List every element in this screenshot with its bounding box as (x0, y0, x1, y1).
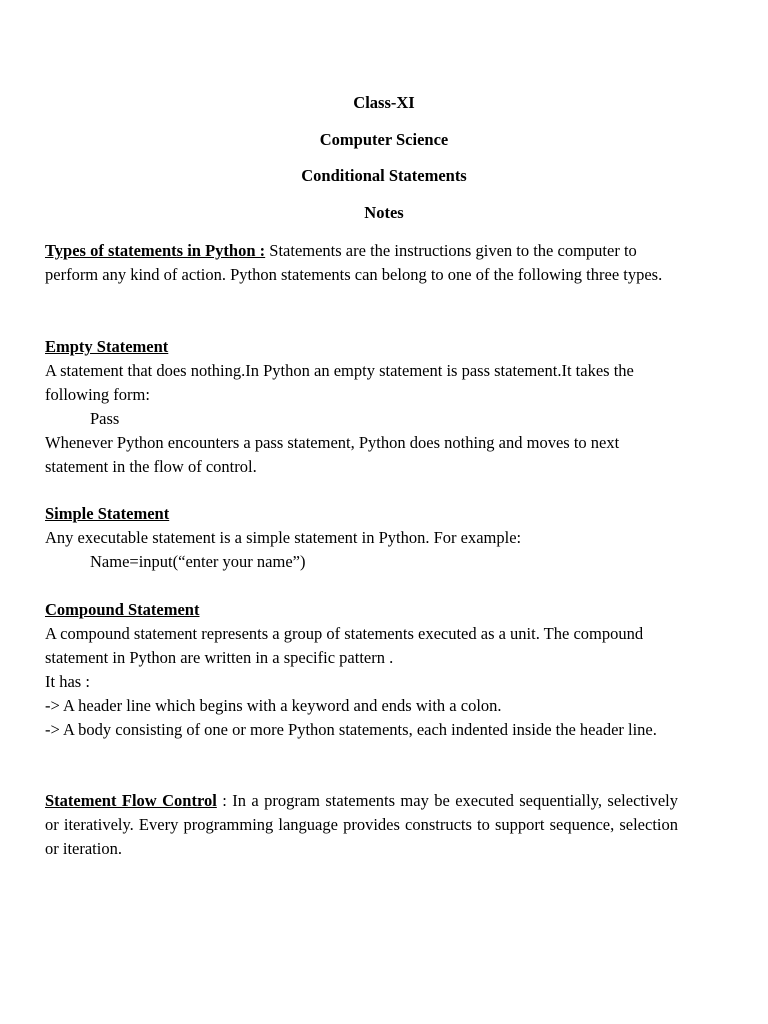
empty-example: Pass (90, 409, 120, 428)
simple-section (45, 502, 678, 574)
types-section (45, 239, 678, 287)
types-paragraph (45, 239, 678, 287)
subject-heading: Computer Science (319, 129, 449, 149)
types-title: Types of statements in Python : (45, 241, 266, 260)
flow-title: Statement Flow Control (45, 791, 217, 810)
compound-item-header: -> A header line which begins with a keyword and ends with a colon. (45, 696, 502, 715)
empty-description: A statement that does nothing.In Python an empty statement is pass statement.It takes the following form: (45, 361, 634, 404)
topic-heading: Conditional Statements (301, 166, 467, 186)
compound-section (45, 598, 678, 742)
empty-title: Empty Statement (45, 337, 169, 356)
simple-example: Name=input(“enter your name”) (90, 552, 306, 571)
compound-title: Compound Statement (45, 600, 200, 619)
flow-section (45, 789, 678, 861)
compound-item-body: -> A body consisting of one or more Python statements, each indented inside the header line. (45, 720, 657, 739)
simple-title: Simple Statement (45, 504, 170, 523)
empty-explanation: Whenever Python encounters a pass statement, Python does nothing and moves to next statement in the flow of control. (45, 433, 620, 476)
flow-paragraph (45, 789, 678, 861)
compound-description: A compound statement represents a group of statements executed as a unit. The compound statement in Python are written in a specific pattern . (45, 624, 644, 667)
compound-has: It has : (45, 672, 90, 691)
simple-description: Any executable statement is a simple statement in Python. For example: (45, 528, 522, 547)
document-heading (0, 92, 768, 239)
notes-heading: Notes (364, 203, 404, 223)
types-text: Statements are the instructions given to the computer to perform any kind of action. Python statements can belong to one of the following three types. (45, 241, 663, 284)
class-heading: Class-XI (353, 93, 415, 112)
empty-section (45, 335, 678, 479)
flow-text: : In a program statements may be executed sequentially, selectively or iteratively. Every programming language provides constructs to support sequence, selection or iteration. (45, 791, 678, 858)
